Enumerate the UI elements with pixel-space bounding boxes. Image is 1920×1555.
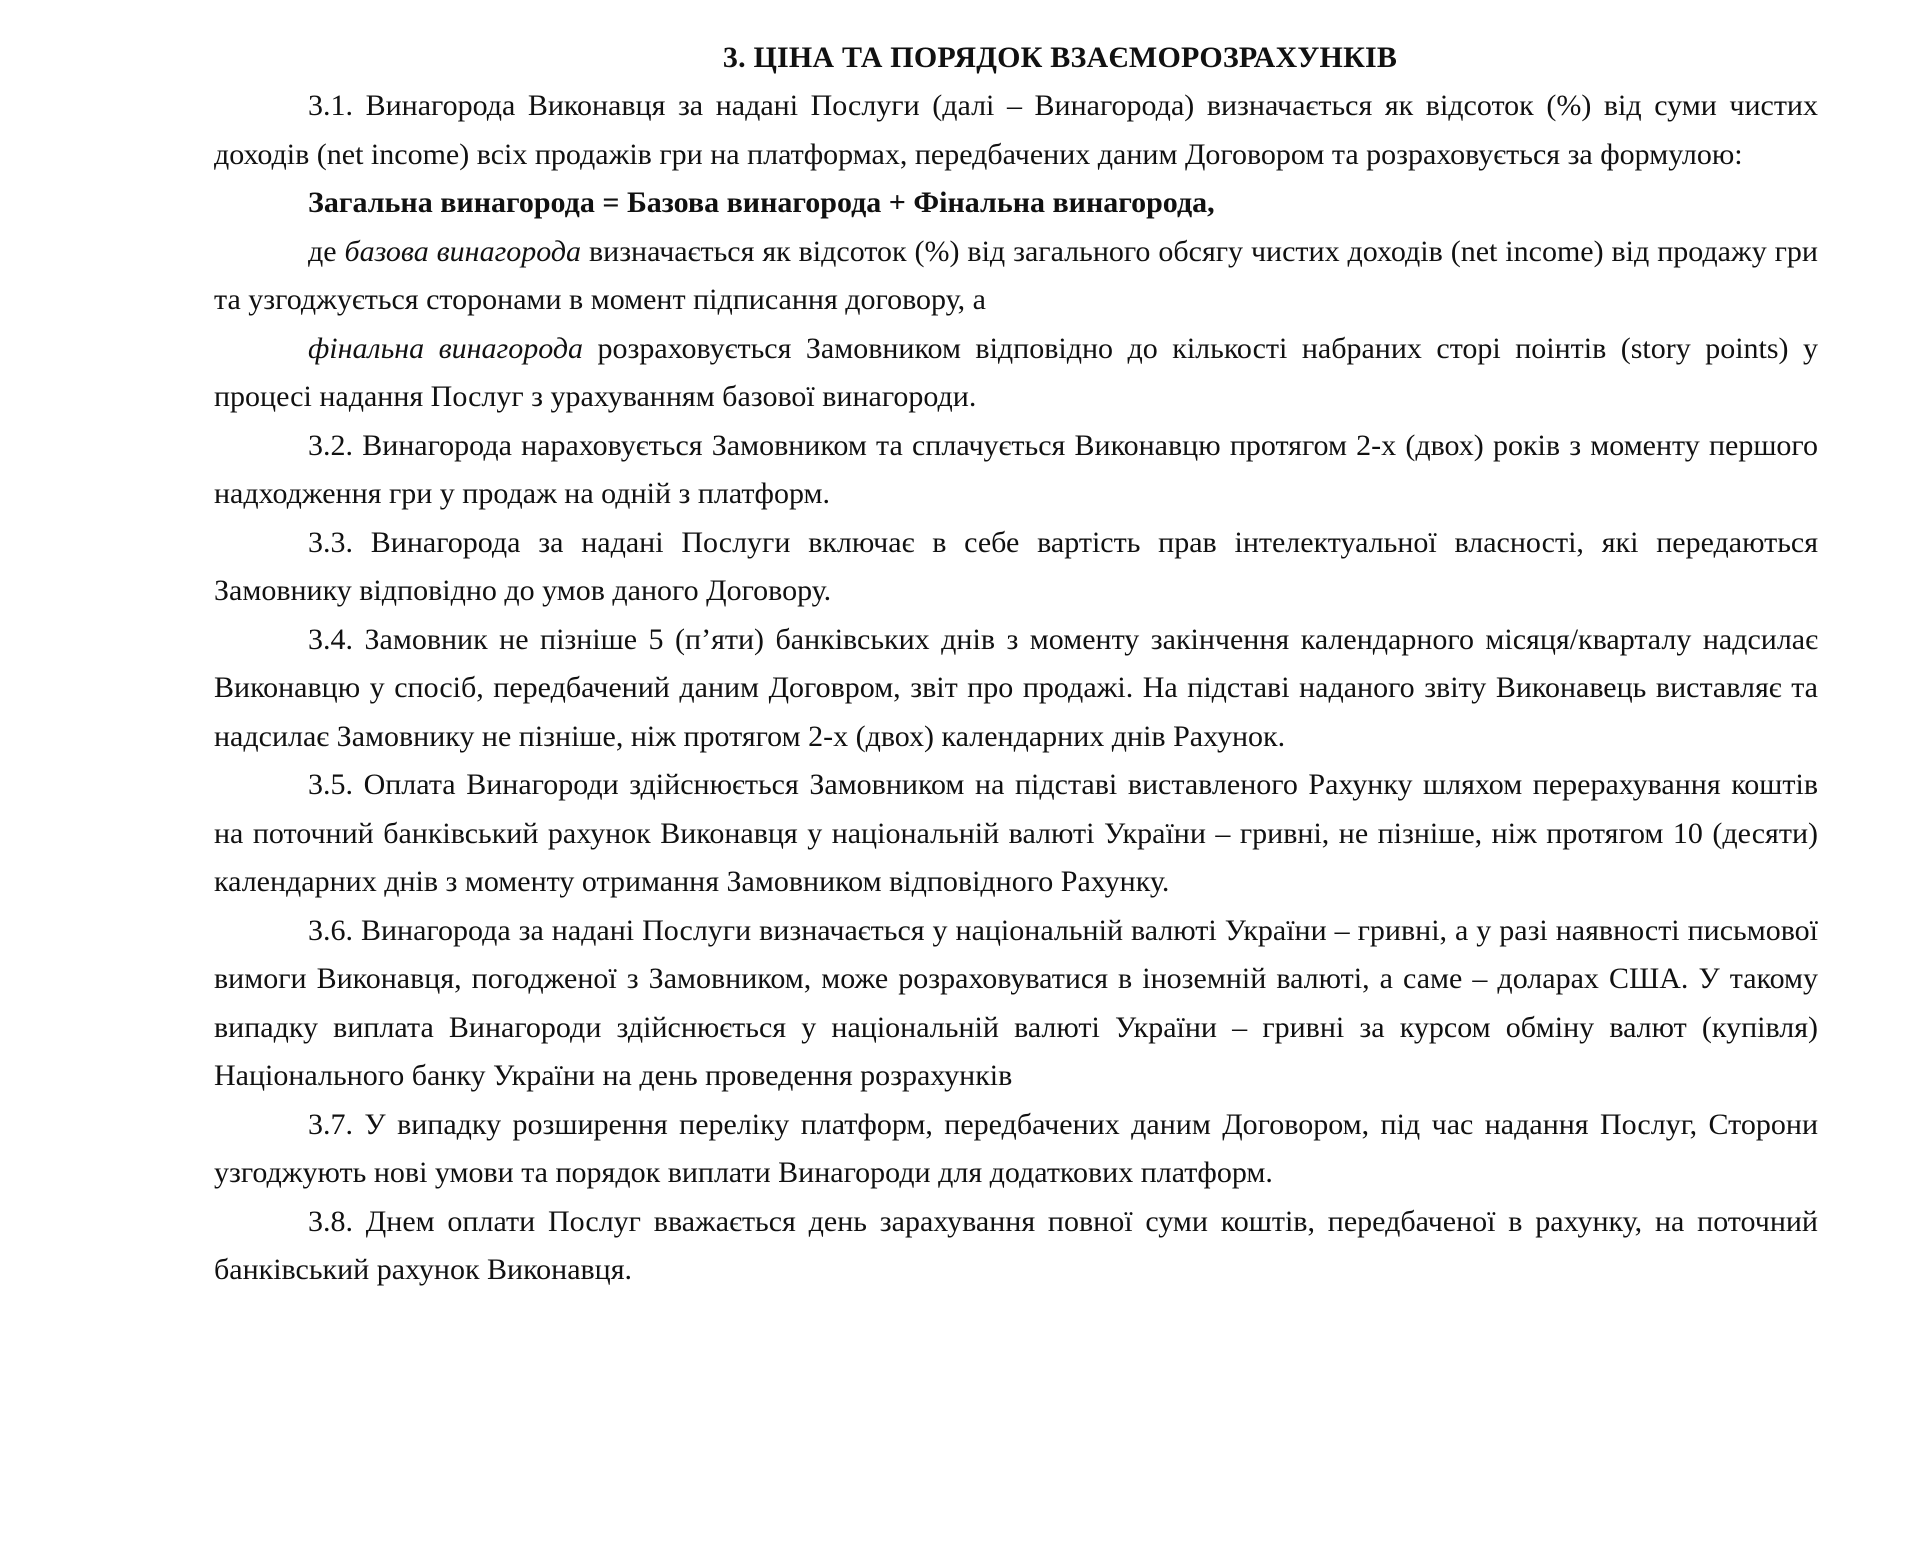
paragraph-base-reward — [214, 228, 1818, 325]
paragraph-final-reward — [214, 325, 1818, 422]
final-reward-text: розраховується Замовником відповідно до кількості набраних сторі поінтів (story points) у процесі надання Послуг з урахуванням базової винагороди. — [214, 331, 1818, 413]
formula-line: Загальна винагорода = Базова винагорода + Фінальна винагорода, — [308, 186, 1215, 219]
paragraph-3-3: 3.3. Винагорода за надані Послуги включає в себе вартість прав інтелектуальної власності, які передаються Замовнику відповідно до умов даного Договору. — [214, 525, 1818, 607]
document-page — [214, 34, 1818, 1295]
paragraph-3-4: 3.4. Замовник не пізніше 5 (п’яти) банківських днів з моменту закінчення календарного місяця/кварталу надсилає Виконавцю у спосіб, передбачений даним Договром, звіт про продажі. На підставі наданого звіту Виконавець виставляє та надсилає Замовнику не пізніше, ніж протягом 2-х (двох) календарних днів Рахунок. — [214, 622, 1818, 753]
base-prefix: де — [308, 234, 345, 268]
paragraph-3-2: 3.2. Винагорода нараховується Замовником та сплачується Виконавцю протягом 2-х (двох) років з моменту першого надходження гри у продаж на одній з платформ. — [214, 428, 1818, 510]
paragraph-3-5: 3.5. Оплата Винагороди здійснюється Замовником на підставі виставленого Рахунку шляхом перерахування коштів на поточний банківський рахунок Виконавця у національній валюті України – гривні, не пізніше, ніж протягом 10 (десяти) календарних днів з моменту отримання Замовником відповідного Рахунку. — [214, 768, 1818, 898]
base-reward-term: базова винагорода — [344, 234, 582, 268]
final-reward-term: фінальна винагорода — [308, 331, 583, 365]
paragraph-3-6: 3.6. Винагорода за надані Послуги визначається у національній валюті України – гривні, а у разі наявності письмової вимоги Виконавця, погодженої з Замовником, може розраховуватися в іноземній валюті, а саме – доларах США. У такому випадку виплата Винагороди здійснюється у національній валюті України – гривні за курсом обміну валют (купівля) Національного банку України на день проведення розрахунків — [214, 913, 1818, 1092]
base-reward-text: визначається як відсоток (%) від загального обсягу чистих доходів (net income) від продажу гри та узгоджується сторонами в момент підписання договору, а — [214, 234, 1818, 316]
paragraph-3-7: 3.7. У випадку розширення переліку платформ, передбачених даним Договором, під час надання Послуг, Сторони узгоджують нові умови та порядок виплати Винагороди для додаткових платформ. — [214, 1107, 1818, 1189]
paragraph-3-8: 3.8. Днем оплати Послуг вважається день зарахування повної суми коштів, передбаченої в рахунку, на поточний банківський рахунок Виконавця. — [214, 1204, 1818, 1286]
paragraph-3-1: 3.1. Винагорода Виконавця за надані Послуги (далі – Винагорода) визначається як відсоток (%) від суми чистих доходів (net income) всіх продажів гри на платформах, передбачених даним Договором та розраховується за формулою: — [214, 89, 1818, 171]
section-title: 3. ЦІНА ТА ПОРЯДОК ВЗАЄМОРОЗРАХУНКІВ — [722, 41, 1398, 74]
